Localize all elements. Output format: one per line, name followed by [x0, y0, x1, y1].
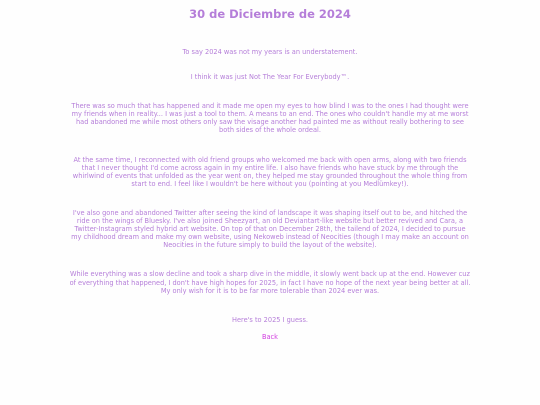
paragraph-outlook: While everything was a slow decline and took a sharp dive in the middle, it slowly went back up at the end. However cuz of everything that happened, I don't have high hopes for 2025, in fact I have no hope of the next year being better at all. My only wish for it is to be far more tolerable than 2024 ever was. — [69, 270, 471, 295]
paragraph-websites: I've also gone and abandoned Twitter after seeing the kind of landscape it was shaping itself out to be, and hitched the ride on the wings of Bluesky. I've also joined Sheezyart, an old Deviantart-like website but better revived and Cara, a Twitter-Instagram styled hybrid art website. On top of that on December 28th, the tailend of 2024, I decided to pursue my childhood dream and make my own website, using Nekoweb instead of Neocities (though I may make an account on Neocities in the future simply to build the layout of the website). — [71, 208, 469, 250]
paragraph-closing: Here's to 2025 I guess. — [231, 315, 308, 324]
paragraph-not-the-year: I think it was just Not The Year For Everybody™. — [190, 73, 350, 82]
paragraph-friends: There was so much that has happened and it made me open my eyes to how blind I was to the ones I had thought were my friends when in reality... I was just a tool to them. A means to an end. The ones who couldn't handle my at me worst had abandoned me while most others only saw the visage another had painted me as without really bothering to see both sides of the whole ordeal. — [71, 102, 469, 135]
page-title: 30 de Diciembre de 2024 — [189, 7, 351, 21]
paragraph-reconnected: At the same time, I reconnected with old friend groups who welcomed me back with open arms, along with two friends that I never thought I'd come across again in my entire life. I also have friends who have stuck by me through the whirlwind of events that unfolded as the year went on, they helped me stay grounded throughout the whole thing from start to end. I feel like I wouldn't be here without you (pointing at you Medlümkey!). — [72, 155, 468, 188]
paragraph-intro: To say 2024 was not my years is an understatement. — [182, 48, 358, 56]
back-link[interactable]: Back — [261, 332, 278, 341]
